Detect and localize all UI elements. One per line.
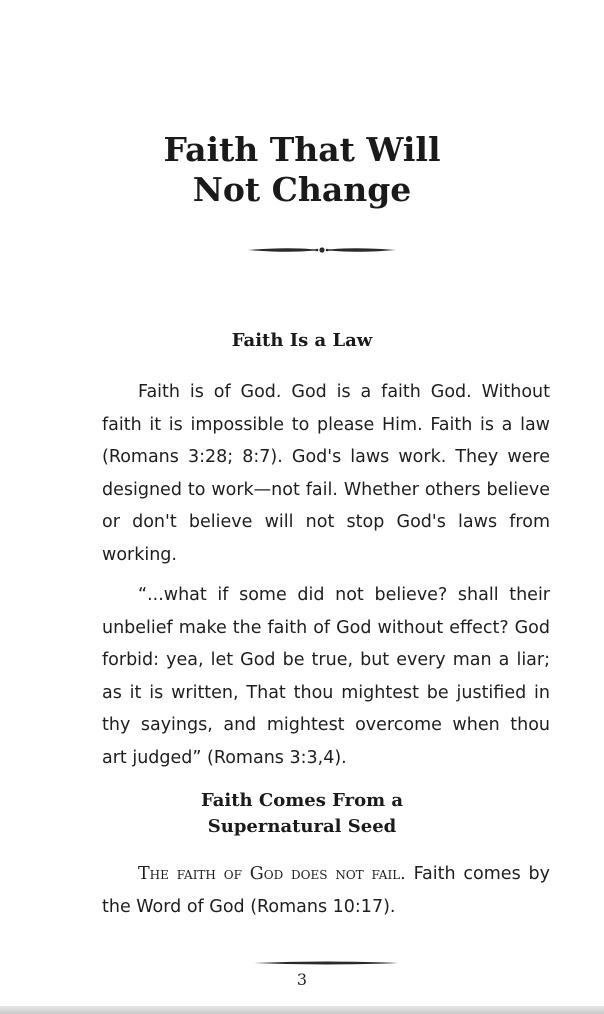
page-bottom-edge: [0, 1006, 604, 1014]
paragraph-faith-comes: [102, 858, 550, 923]
section-heading-line-2: Supernatural Seed: [207, 816, 397, 837]
chapter-title: [0, 130, 604, 210]
chapter-title-line-2: Not Change: [192, 170, 412, 209]
paragraph-1: Faith is of God. God is a faith God. Without faith it is impossible to please Him. Faith is a law (Romans 3:28; 8:7). God's laws work. They were designed to work—not fail. Whether others believe or don't believe will not stop God's laws from working.: [102, 382, 550, 565]
section-heading-line-1: Faith Comes From a: [200, 790, 404, 811]
paragraph-rest: Faith comes by the Word of God (Romans 10:17).: [102, 864, 550, 917]
page-number: 3: [296, 970, 308, 989]
section-2-body: [102, 858, 550, 923]
section-heading-supernatural-seed: [0, 788, 604, 840]
paragraph-scripture-quote: “...what if some did not believe? shall their unbelief make the faith of God without effect? God forbid: yea, let God be true, but every man a liar; as it is written, That thou mightest be justified in thy sayings, and mightest overcome when thou art judged” (Romans 3:3,4).: [102, 585, 550, 768]
title-ornament: [246, 243, 398, 257]
footer-ornament-rule: [252, 958, 400, 968]
section-heading-faith-is-a-law: Faith Is a Law: [231, 330, 373, 351]
small-caps-lead: The faith of God does not fail.: [138, 864, 406, 884]
section-1-body: [102, 376, 550, 774]
chapter-title-line-1: Faith That Will: [163, 130, 441, 169]
